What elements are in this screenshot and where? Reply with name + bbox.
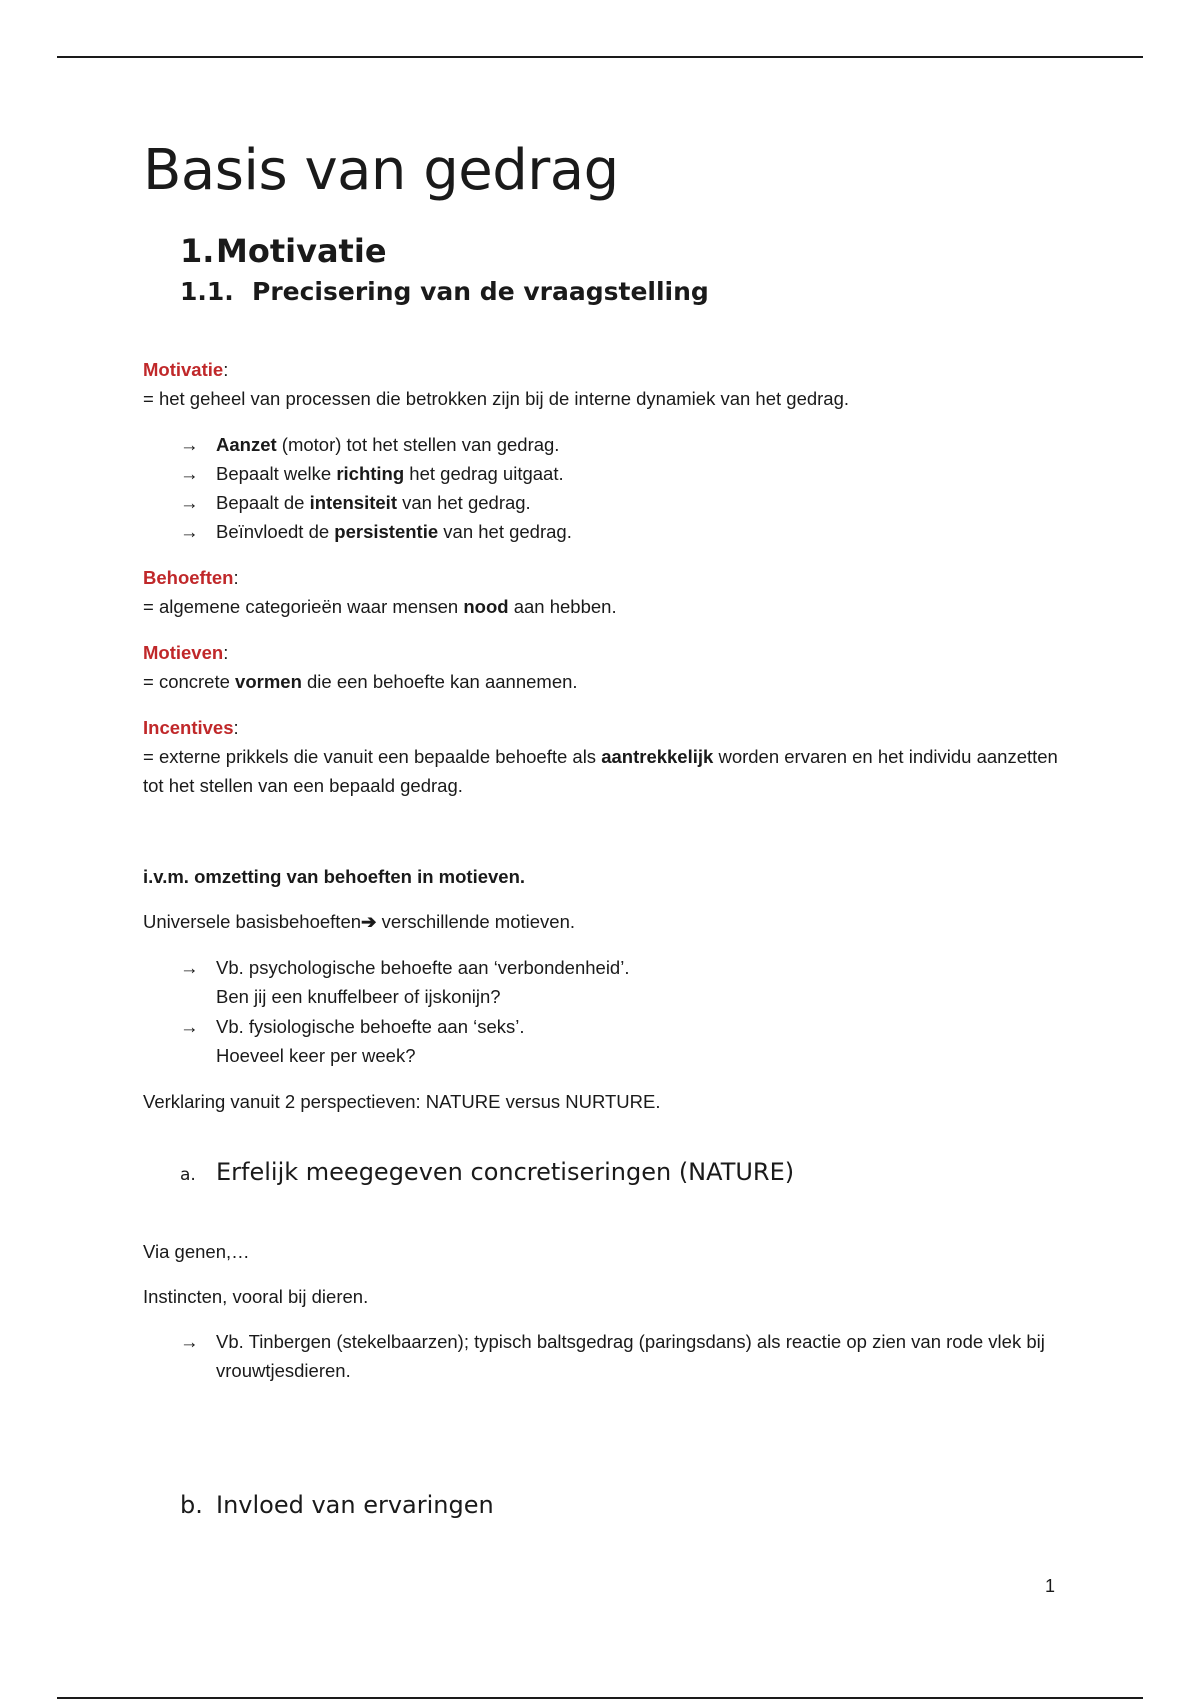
- definition-motieven: = concrete vormen die een behoefte kan aannemen.: [143, 671, 578, 692]
- term-incentives: Incentives:: [143, 717, 239, 738]
- section-number: b.: [180, 1491, 203, 1519]
- list-item: → Vb. fysiologische behoefte aan ‘seks’. Hoeveel keer per week?: [180, 1012, 1060, 1070]
- definition-motivatie: = het geheel van processen die betrokken zijn bij de interne dynamiek van het gedrag.: [143, 388, 850, 409]
- list-item: → Bepaalt de intensiteit van het gedrag.: [180, 488, 1060, 517]
- heading-motivatie: [180, 232, 387, 270]
- header-rule: [57, 56, 1143, 58]
- subheading-number: 1.1.: [180, 277, 234, 306]
- subheading-precisering: [180, 277, 709, 306]
- via-genen-line: Via genen,…: [143, 1241, 250, 1262]
- term-behoeften: Behoeften:: [143, 567, 239, 588]
- document-title: Basis van gedrag: [143, 138, 619, 203]
- list-item: → Beïnvloedt de persistentie van het gedrag.: [180, 517, 1060, 546]
- section-number: a.: [180, 1165, 196, 1185]
- arrow-bullet-icon: →: [180, 1331, 199, 1352]
- term-motieven: Motieven:: [143, 642, 229, 663]
- universele-line: Universele basisbehoeften➔ verschillende motieven.: [143, 911, 576, 932]
- footer-rule: [57, 1697, 1143, 1699]
- term-label: Motivatie: [143, 359, 224, 380]
- arrow-bullet-icon: →: [180, 1016, 199, 1037]
- section-text: Invloed van ervaringen: [216, 1491, 494, 1519]
- heading-text: Motivatie: [216, 232, 387, 270]
- list-item: → Vb. Tinbergen (stekelbaarzen); typisch baltsgedrag (paringsdans) als reactie op zien van rode vlek bij vrouwtjesdieren.: [180, 1327, 1060, 1385]
- instincten-line: Instincten, vooral bij dieren.: [143, 1286, 369, 1307]
- verklaring-line: Verklaring vanuit 2 perspectieven: NATURE versus NURTURE.: [143, 1091, 661, 1112]
- definition-incentives: = externe prikkels die vanuit een bepaalde behoefte als aantrekkelijk worden ervaren en het individu aanzetten tot het stellen van een bepaald gedrag.: [143, 746, 1058, 796]
- list-item: → Aanzet (motor) tot het stellen van gedrag.: [180, 430, 1060, 459]
- definition-behoeften: = algemene categorieën waar mensen nood aan hebben.: [143, 596, 617, 617]
- arrow-right-icon: ➔: [361, 911, 377, 932]
- section-text: Erfelijk meegegeven concretiseringen (NATURE): [216, 1158, 795, 1186]
- heading-section-a: [180, 1158, 794, 1186]
- subheading-text: Precisering van de vraagstelling: [252, 277, 709, 306]
- arrow-bullet-icon: →: [180, 463, 199, 484]
- page-number: 1: [1045, 1576, 1056, 1596]
- list-item: → Vb. psychologische behoefte aan ‘verbondenheid’. Ben jij een knuffelbeer of ijskonijn?: [180, 953, 1060, 1011]
- arrow-bullet-icon: →: [180, 521, 199, 542]
- term-motivatie: Motivatie:: [143, 359, 229, 380]
- arrow-bullet-icon: →: [180, 434, 199, 455]
- ivm-heading: i.v.m. omzetting van behoeften in motieven.: [143, 866, 526, 887]
- arrow-bullet-icon: →: [180, 957, 199, 978]
- heading-number: 1.: [180, 232, 215, 270]
- heading-section-b: [180, 1491, 494, 1519]
- arrow-bullet-icon: →: [180, 492, 199, 513]
- list-item: → Bepaalt welke richting het gedrag uitgaat.: [180, 459, 1060, 488]
